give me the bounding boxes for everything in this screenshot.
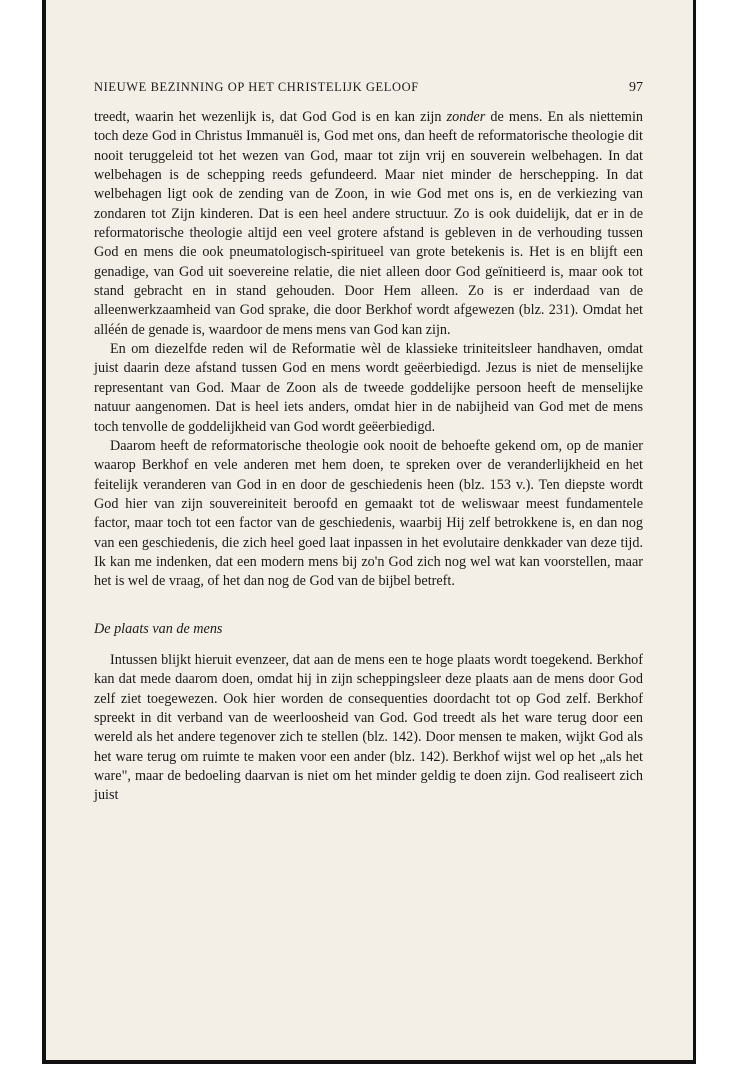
paragraph-1 (94, 108, 643, 340)
running-title: NIEUWE BEZINNING OP HET CHRISTELIJK GELOOF (94, 80, 419, 94)
paragraph-4: Intussen blijkt hieruit evenzeer, dat aan de mens een te hoge plaats wordt toegekend. Berkhof kan dat mede daarom doen, omdat hij in zijn scheppingsleer deze plaats aan de mens door God zelf ziet toegewezen. Ook hier worden de consequenties doordacht tot op God zelf. Berkhof spreekt in dit verband van de weerloosheid van God. God treedt als het ware terug door een wereld als het andere tegenover zich te stellen (blz. 142). Door mensen te maken, wijkt God als het ware terug om ruimte te maken voor een ander (blz. 142). Berkhof wijst wel op het „als het ware", maar de bedoeling daarvan is niet om het minder geldig te doen zijn. God realiseert zich juist (94, 651, 643, 804)
section-heading: De plaats van de mens (94, 620, 223, 637)
book-page (42, 0, 696, 1064)
paragraph-2: En om diezelfde reden wil de Reformatie wèl de klassieke triniteitsleer handhaven, omdat juist daarin deze afstand tussen God en mens wordt geëerbiedigd. Jezus is niet de menselijke representant van God. Maar de Zoon als de tweede goddelijke persoon heeft de menselijke natuur aangenomen. Dat is heel iets anders, omdat hier in de nabijheid van God met de mens toch tenvolle de goddelijkheid van God wordt geëerbiedigd. (94, 341, 643, 435)
page-header (94, 80, 643, 96)
paragraph-1-text-a: treedt, waarin het wezenlijk is, dat God God is en kan zijn (94, 109, 447, 125)
paragraph-3: Daarom heeft de reformatorische theologie ook nooit de behoefte gekend om, op de manier waarop Berkhof en vele anderen met hem doen, te spreken over de veranderlijkheid en het feitelijk veranderen van God in en door de geschiedenis heen (blz. 153 v.). Ten diepste wordt God hier van zijn souvereiniteit beroofd en gemaakt tot de weliswaar meest fundamentele factor, maar toch tot een factor van de geschiedenis, waarbij Hij zelf betrokkene is, en dan nog van een geschiedenis, die zich heel goed laat inpassen in het evolutaire denkkader van deze tijd. Ik kan me indenken, dat een modern mens bij zo'n God zich nog wel wat kan voorstellen, maar het is wel de vraag, of het dan nog de God van de bijbel betreft. (94, 437, 643, 590)
page-number: 97 (629, 80, 643, 95)
paragraph-1-emphasis: zonder (446, 109, 486, 125)
paragraph-1-text-b: de mens. En als niettemin toch deze God in Christus Immanuël is, God met ons, dan heeft de reformatorische theologie dit nooit teruggeleid tot het wezen van God, maar tot zijn vrij en souverein welbehagen. In dat welbehagen is de schepping reeds gefundeerd. Maar niet minder de herschepping. In dat welbehagen ligt ook de zending van de Zoon, in wie God met ons is, en de verkiezing van zondaren tot Zijn kinderen. Dat is een heel andere structuur. Zo is ook duidelijk, dat er in de reformatorische theologie altijd een veel grotere afstand is gebleven in de verhouding tussen God en mens die ook pneumatologisch-spiritueel van grote betekenis is. Het is en blijft een genadige, van God uit soevereine relatie, die niet alleen door God geïnitieerd is, maar ook tot stand gebracht en in stand gehouden. Door Hem alleen. Zo is er inderdaad van de alleenwerkzaamheid van God sprake, die door Berkhof wordt afgewezen (blz. 231). Omdat het alléén de genade is, waardoor de mens mens van God kan zijn. (94, 109, 643, 338)
body-text (94, 108, 643, 806)
